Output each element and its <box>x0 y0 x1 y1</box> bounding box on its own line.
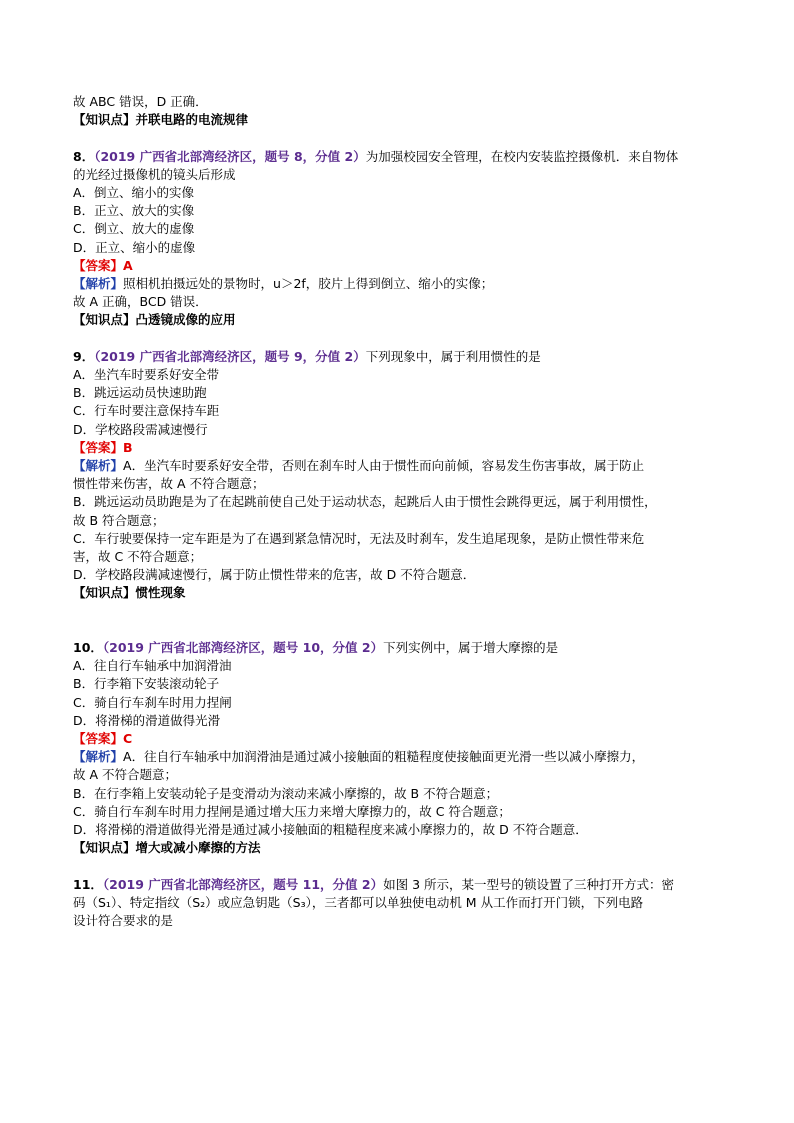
prev-knowledge-point <box>73 111 733 129</box>
explanation-label: 【解析】 <box>73 276 124 292</box>
answer-line <box>73 257 733 275</box>
question-source: （2019 广西省北部湾经济区，题号 11，分值 2） <box>102 876 384 892</box>
question-text: 为加强校园安全管理，在校内安装监控摄像机．来自物体 <box>365 148 679 164</box>
question-number: 8． <box>73 148 95 164</box>
option-a: A．往自行车轴承中加润滑油 <box>73 658 232 674</box>
question-source: （2019 广西省北部湾经济区，题号 8，分值 2） <box>94 148 366 164</box>
question-11-stem-cont: 码（S₁）、特定指纹（S₂）或应急钥匙（S₃），三者都可以单独使电动机 M 从工作而打开门锁，下列电路 <box>73 894 644 910</box>
answer-value: A <box>123 257 133 273</box>
explanation-label: 【解析】 <box>73 749 124 765</box>
knowledge-point-text: 并联电路的电流规律 <box>135 112 249 128</box>
option-d: D．学校路段需减速慢行 <box>73 421 208 437</box>
question-source: （2019 广西省北部湾经济区，题号 9，分值 2） <box>94 348 366 364</box>
option-b: B．跳远运动员快速助跑 <box>73 385 207 401</box>
knowledge-point-line <box>73 584 733 602</box>
explanation-line: 故 A 正确，BCD 错误． <box>73 294 208 310</box>
question-9-stem <box>73 348 733 366</box>
question-10-stem <box>73 639 733 657</box>
answer-label: 【答案】 <box>73 439 124 455</box>
knowledge-point-label: 【知识点】 <box>73 312 136 328</box>
answer-line <box>73 730 733 748</box>
explanation-line: B．跳远运动员助跑是为了在起跳前使自己处于运动状态，起跳后人由于惯性会跳得更远，属于利用惯性， <box>73 494 657 510</box>
knowledge-point-text: 凸透镜成像的应用 <box>135 312 236 328</box>
answer-value: C <box>123 731 133 747</box>
knowledge-point-text: 惯性现象 <box>135 585 186 601</box>
question-text: 下列实例中，属于增大摩擦的是 <box>383 640 559 656</box>
explanation-line: C．骑自行车刹车时用力捏闸是通过增大压力来增大摩擦力的，故 C 符合题意； <box>73 803 511 819</box>
explanation-line: 故 B 符合题意； <box>73 512 165 528</box>
knowledge-point-line <box>73 839 733 857</box>
option-c: C．骑自行车刹车时用力捏闸 <box>73 694 232 710</box>
option-b: B．正立、放大的实像 <box>73 203 195 219</box>
option-d: D．正立、缩小的虚像 <box>73 239 196 255</box>
explanation-text: A．坐汽车时要系好安全带，否则在刹车时人由于惯性而向前倾，容易发生伤害事故，属于防止 <box>123 458 645 474</box>
document-content <box>73 93 733 930</box>
question-number: 11． <box>73 876 103 892</box>
question-number: 9． <box>73 348 95 364</box>
explanation-line: 惯性带来伤害，故 A 不符合题意； <box>73 476 265 492</box>
explanation-line <box>73 457 733 475</box>
option-a: A．坐汽车时要系好安全带 <box>73 367 220 383</box>
explanation-line: B．在行李箱上安装动轮子是变滑动为滚动来减小摩擦的，故 B 不符合题意； <box>73 785 499 801</box>
question-11-stem-cont: 设计符合要求的是 <box>73 913 174 929</box>
question-text: 下列现象中，属于利用惯性的是 <box>365 348 541 364</box>
option-d: D．将滑梯的滑道做得光滑 <box>73 712 221 728</box>
question-8-stem <box>73 148 733 166</box>
explanation-line <box>73 748 733 766</box>
explanation-line: 害，故 C 不符合题意； <box>73 549 203 565</box>
option-b: B．行李箱下安装滚动轮子 <box>73 676 220 692</box>
answer-line <box>73 439 733 457</box>
answer-label: 【答案】 <box>73 257 124 273</box>
question-number: 10． <box>73 640 103 656</box>
knowledge-point-label: 【知识点】 <box>73 112 136 128</box>
explanation-label: 【解析】 <box>73 458 124 474</box>
question-8-stem-cont: 的光经过摄像机的镜头后形成 <box>73 166 236 182</box>
explanation-line: 故 A 不符合题意； <box>73 767 177 783</box>
answer-value: B <box>123 439 133 455</box>
knowledge-point-label: 【知识点】 <box>73 840 136 856</box>
prev-explanation-tail: 故 ABC 错误，D 正确． <box>73 94 208 109</box>
question-text: 如图 3 所示，某一型号的锁设置了三种打开方式：密 <box>383 876 675 892</box>
explanation-line: C．车行驶要保持一定车距是为了在遇到紧急情况时，无法及时刹车，发生追尾现象，是防止惯性带来危 <box>73 530 645 546</box>
question-11-stem <box>73 876 733 894</box>
explanation-text: A．往自行车轴承中加润滑油是通过减小接触面的粗糙程度使接触面更光滑一些以减小摩擦力， <box>123 749 645 765</box>
explanation-text: 照相机拍摄远处的景物时，u＞2f，胶片上得到倒立、缩小的实像； <box>123 276 494 292</box>
knowledge-point-line <box>73 311 733 329</box>
explanation-line: D．将滑梯的滑道做得光滑是通过减小接触面的粗糙程度来减小摩擦力的，故 D 不符合题意． <box>73 822 588 838</box>
question-source: （2019 广西省北部湾经济区，题号 10，分值 2） <box>102 640 384 656</box>
option-c: C．行车时要注意保持车距 <box>73 403 220 419</box>
knowledge-point-text: 增大或减小摩擦的方法 <box>135 840 261 856</box>
knowledge-point-label: 【知识点】 <box>73 585 136 601</box>
option-c: C．倒立、放大的虚像 <box>73 221 195 237</box>
answer-label: 【答案】 <box>73 731 124 747</box>
option-a: A．倒立、缩小的实像 <box>73 185 195 200</box>
explanation-line <box>73 275 733 293</box>
explanation-line: D．学校路段满减速慢行，属于防止惯性带来的危害，故 D 不符合题意． <box>73 567 476 583</box>
